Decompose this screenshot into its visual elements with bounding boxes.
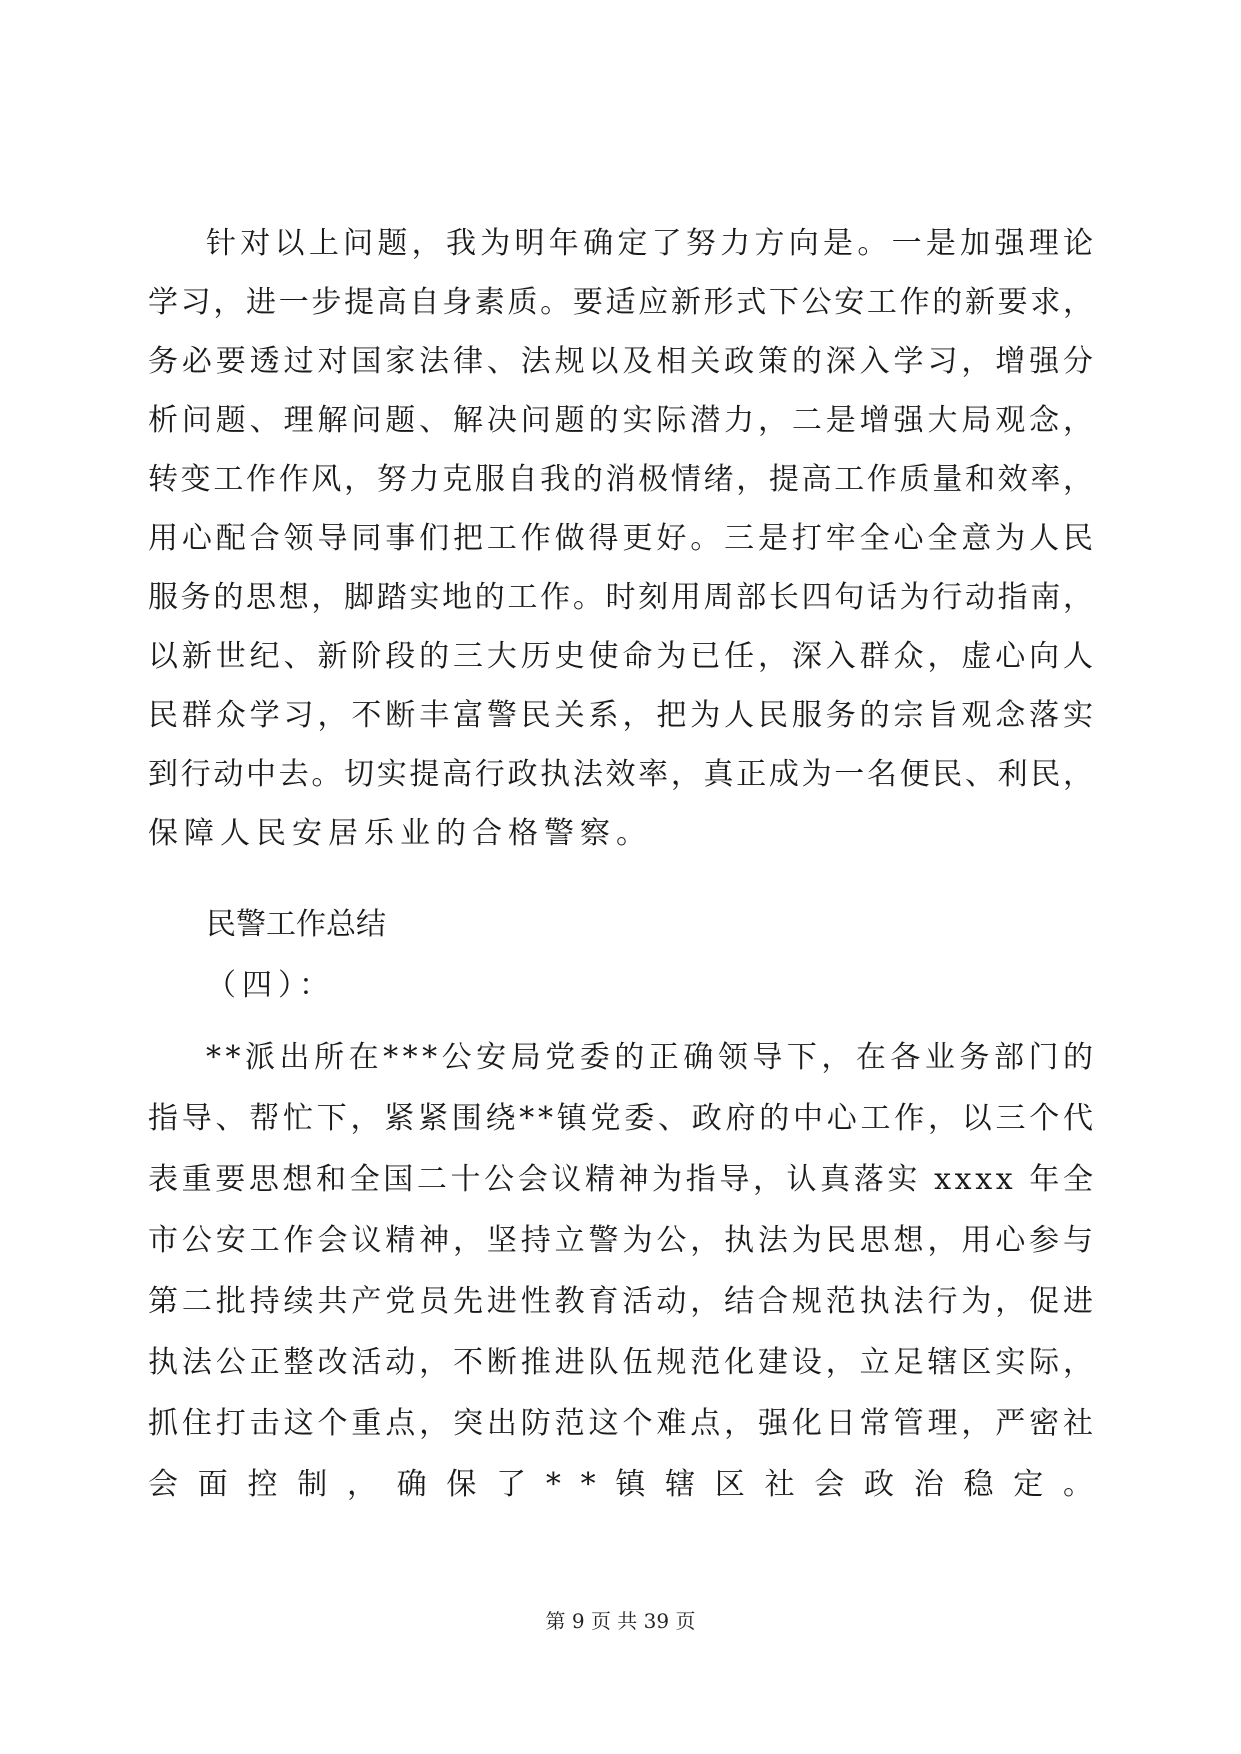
paragraph-2-line: 执法公正整改活动，不断推进队伍规范化建设，立足辖区实际， — [148, 1345, 1097, 1380]
paragraph-1-line: 到行动中去。切实提高行政执法效率，真正成为一名便民、利民， — [148, 757, 1096, 792]
paragraph-2-line: 指导、帮忙下，紧紧围绕**镇党委、政府的中心工作，以三个代 — [148, 1101, 1097, 1136]
paragraph-1-line: 务必要透过对国家法律、法规以及相关政策的深入学习，增强分 — [148, 344, 1097, 379]
page-number-footer: 第 9 页 共 39 页 — [545, 1609, 696, 1633]
paragraph-2-line: 会面控制，确保了**镇辖区社会政治稳定。 — [148, 1467, 1113, 1502]
paragraph-1-line: 民群众学习，不断丰富警民关系，把为人民服务的宗旨观念落实 — [148, 698, 1097, 733]
paragraph-2-line: 抓住打击这个重点，突出防范这个难点，强化日常管理，严密社 — [148, 1406, 1097, 1441]
paragraph-1-line: 用心配合领导同事们把工作做得更好。三是打牢全心全意为人民 — [148, 521, 1097, 556]
paragraph-1-line: 保障人民安居乐业的合格警察。 — [148, 816, 652, 851]
paragraph-2-line: 市公安工作会议精神，坚持立警为公，执法为民思想，用心参与 — [148, 1223, 1097, 1258]
paragraph-2-line: 表重要思想和全国二十公会议精神为指导，认真落实 xxxx 年全 — [148, 1162, 1097, 1197]
paragraph-1-line: 析问题、理解问题、解决问题的实际潜力，二是增强大局观念， — [148, 403, 1097, 438]
paragraph-2-line: 第二批持续共产党员先进性教育活动，结合规范执法行为，促进 — [148, 1284, 1097, 1319]
paragraph-1-line: 以新世纪、新阶段的三大历史使命为已任，深入群众，虚心向人 — [148, 639, 1097, 674]
paragraph-1-line: 转变工作作风，努力克服自我的消极情绪，提高工作质量和效率， — [148, 462, 1096, 497]
section-subtitle: （四）： — [206, 968, 335, 1003]
paragraph-1-line: 学习，进一步提高自身素质。要适应新形式下公安工作的新要求， — [148, 285, 1096, 320]
section-title: 民警工作总结 — [206, 907, 386, 942]
paragraph-1-line: 针对以上问题，我为明年确定了努力方向是。一是加强理论 — [206, 226, 1098, 261]
paragraph-2-line: **派出所在***公安局党委的正确领导下，在各业务部门的 — [206, 1040, 1098, 1075]
paragraph-1-line: 服务的思想，脚踏实地的工作。时刻用周部长四句话为行动指南， — [148, 580, 1096, 615]
